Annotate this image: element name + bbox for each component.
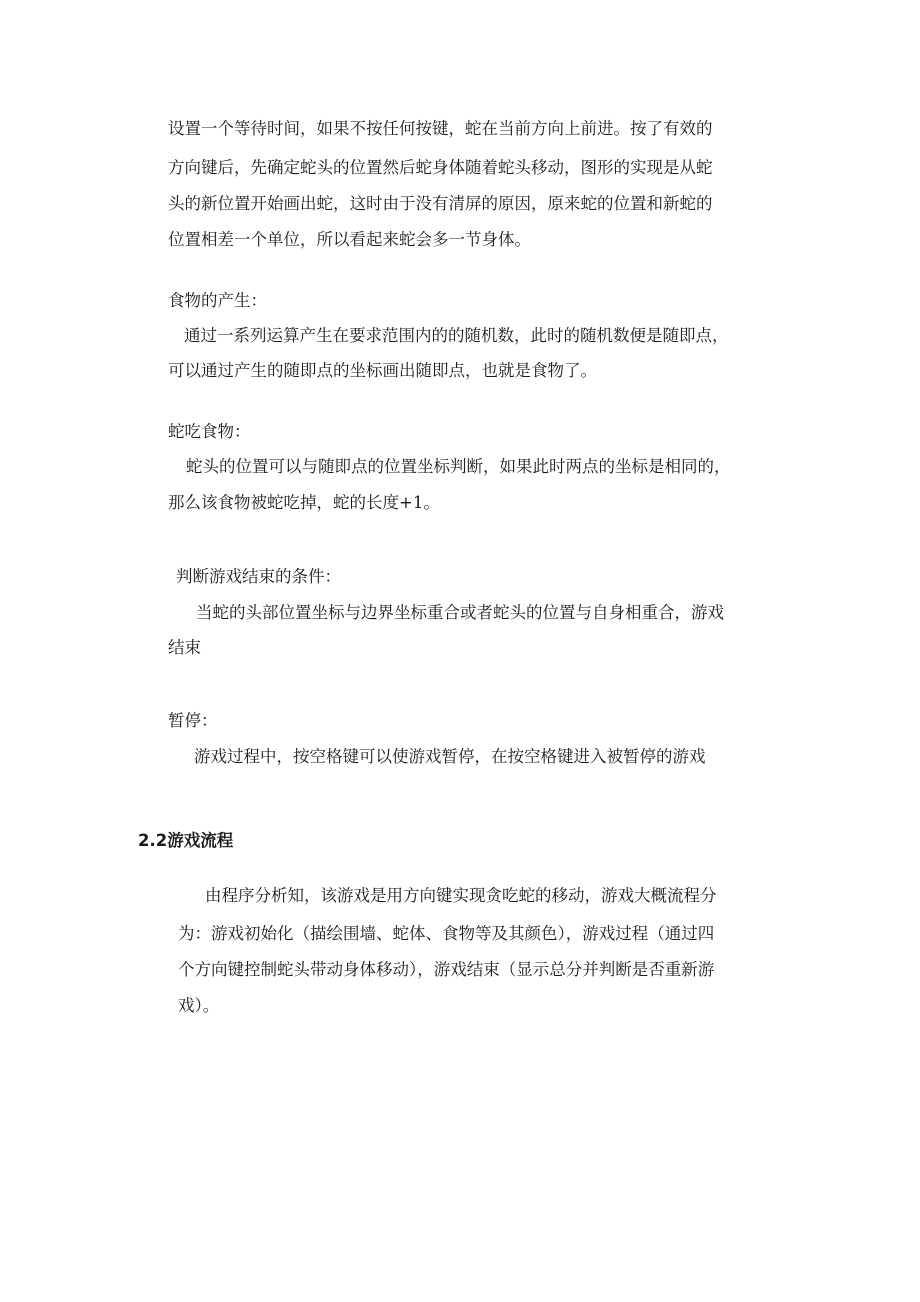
food-generation-line-1: 通过一系列运算产生在要求范围内的的随机数，此时的随机数便是随即点， (184, 326, 729, 345)
snake-eats-title: 蛇吃食物： (168, 422, 251, 441)
pause-title: 暂停： (168, 711, 218, 730)
section-2-2-line-2: 为：游戏初始化（描绘围墙、蛇体、食物等及其颜色），游戏过程（通过四 (178, 924, 715, 943)
intro-line-2: 方向键后，先确定蛇头的位置然后蛇身体随着蛇头移动，图形的实现是从蛇 (168, 158, 713, 177)
game-over-title: 判断游戏结束的条件： (176, 567, 341, 586)
pause-line-1: 游戏过程中，按空格键可以使游戏暂停，在按空格键进入被暂停的游戏 (194, 747, 706, 766)
section-2-2-line-1: 由程序分析知，该游戏是用方向键实现贪吃蛇的移动，游戏大概流程分 (205, 886, 717, 905)
snake-eats-line-2: 那么该食物被蛇吃掉，蛇的长度+1。 (168, 493, 440, 512)
game-over-line-2: 结束 (168, 638, 201, 657)
section-2-2-line-3: 个方向键控制蛇头带动身体移动），游戏结束（显示总分并判断是否重新游 (178, 960, 715, 979)
intro-line-3: 头的新位置开始画出蛇，这时由于没有清屏的原因，原来蛇的位置和新蛇的 (168, 194, 713, 213)
section-2-2-line-4: 戏）。 (178, 996, 220, 1015)
intro-line-4: 位置相差一个单位，所以看起来蛇会多一节身体。 (168, 230, 531, 249)
section-heading: 2.2游戏流程 (138, 831, 234, 850)
intro-line-1: 设置一个等待时间，如果不按任何按键，蛇在当前方向上前进。按了有效的 (168, 119, 713, 138)
game-over-line-1: 当蛇的头部位置坐标与边界坐标重合或者蛇头的位置与自身相重合，游戏 (196, 603, 724, 622)
food-generation-line-2: 可以通过产生的随即点的坐标画出随即点，也就是食物了。 (168, 361, 597, 380)
snake-eats-line-1: 蛇头的位置可以与随即点的位置坐标判断，如果此时两点的坐标是相同的， (186, 457, 731, 476)
food-generation-title: 食物的产生： (168, 291, 267, 310)
